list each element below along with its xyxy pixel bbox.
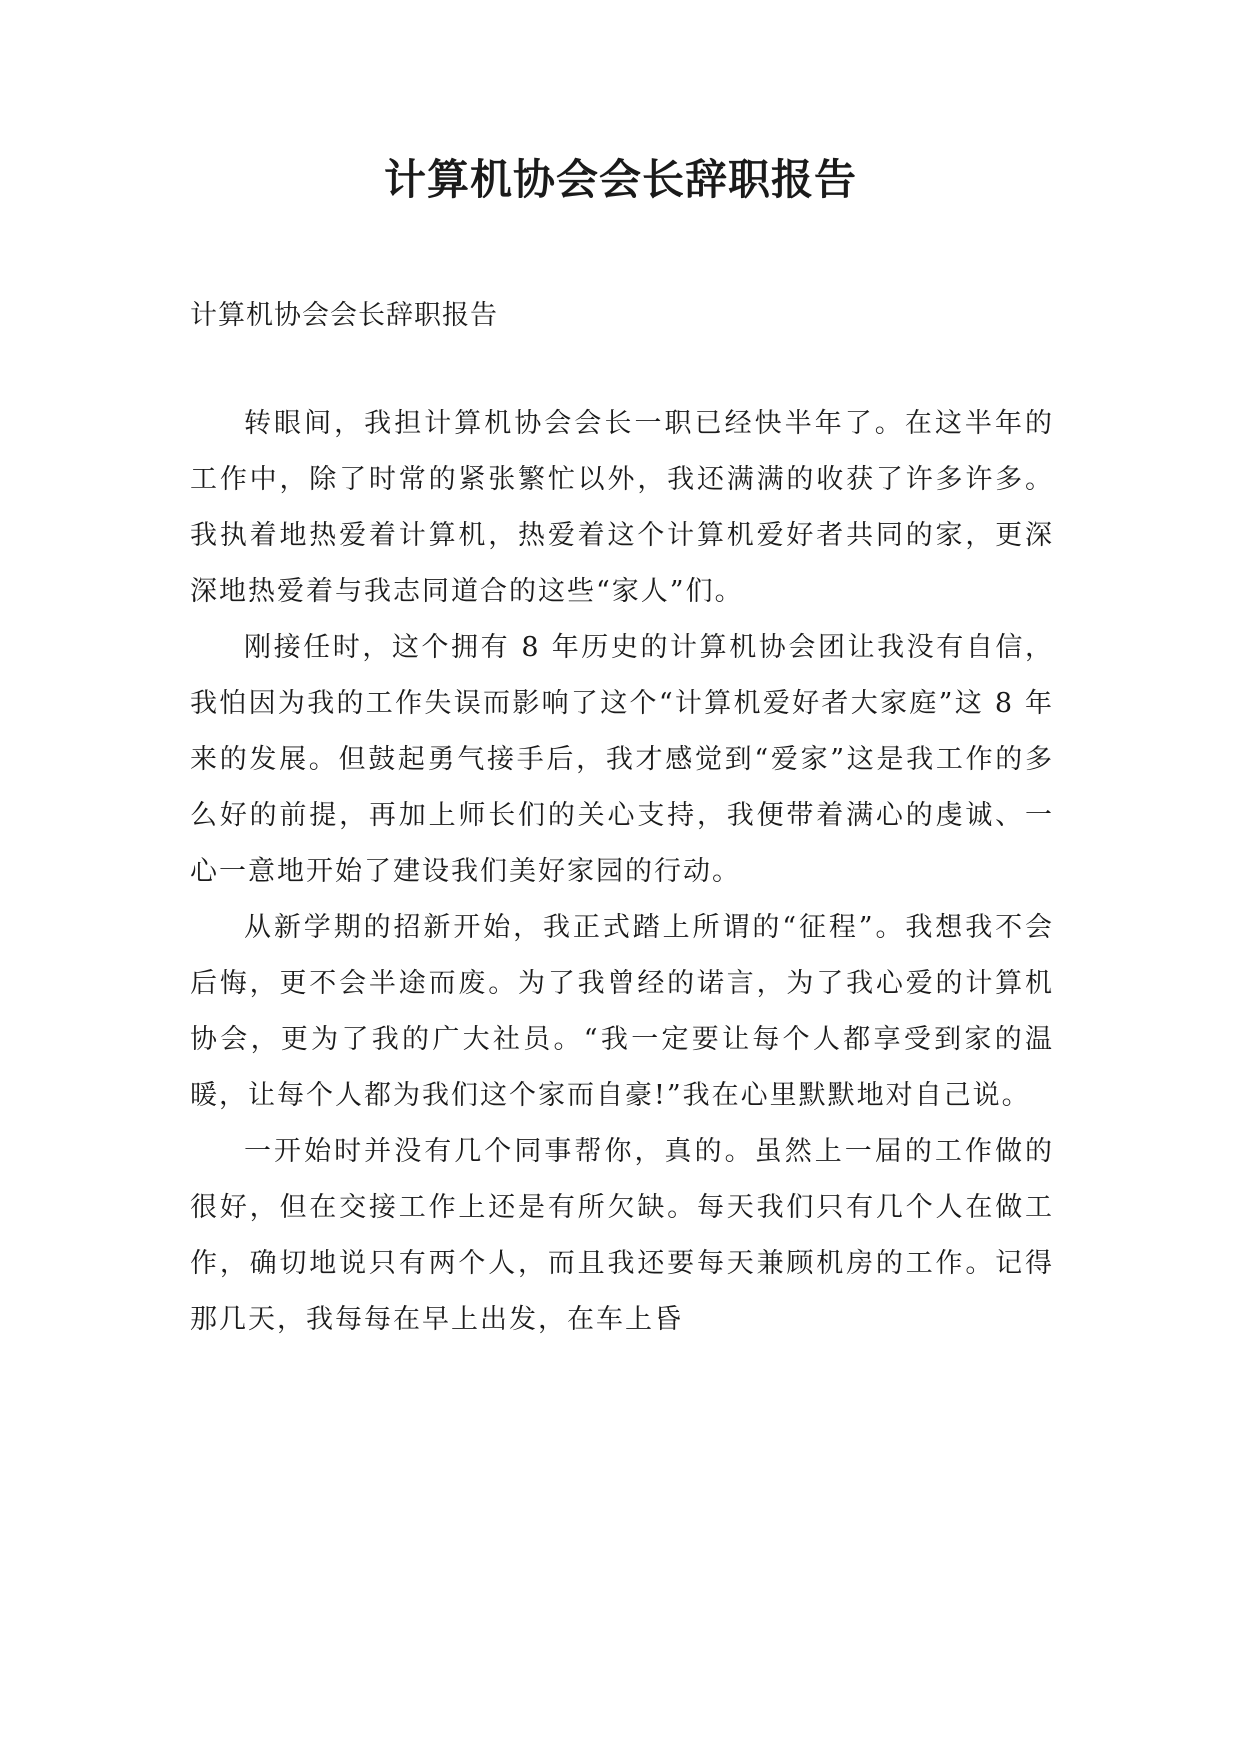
document-title: 计算机协会会长辞职报告 <box>383 155 857 204</box>
paragraph: 转眼间，我担计算机协会会长一职已经快半年了。在这半年的工作中，除了时常的紧张繁忙以外，我还满满的收获了许多许多。我执着地热爱着计算机，热爱着这个计算机爱好者共同的家，更深深地热爱着与我志同道合的这些“家人”们。 <box>190 408 1054 607</box>
paragraph: 刚接任时，这个拥有 8 年历史的计算机协会团让我没有自信，我怕因为我的工作失误而影响了这个“计算机爱好者大家庭”这 8 年来的发展。但鼓起勇气接手后，我才感觉到“爱家”这是我工作的多么好的前提，再加上师长们的关心支持，我便带着满心的虔诚、一心一意地开始了建设我们美好家园的行动。 <box>190 632 1054 887</box>
paragraph: 一开始时并没有几个同事帮你，真的。虽然上一届的工作做的很好，但在交接工作上还是有所欠缺。每天我们只有几个人在做工作，确切地说只有两个人，而且我还要每天兼顾机房的工作。记得那几天，我每每在早上出发，在车上昏 <box>190 1136 1054 1335</box>
document-body <box>190 288 1054 1348</box>
document-subtitle: 计算机协会会长辞职报告 <box>190 300 498 331</box>
paragraph: 从新学期的招新开始，我正式踏上所谓的“征程”。我想我不会后悔，更不会半途而废。为了我曾经的诺言，为了我心爱的计算机协会，更为了我的广大社员。“我一定要让每个人都享受到家的温暖，让每个人都为我们这个家而自豪!”我在心里默默地对自己说。 <box>190 912 1054 1111</box>
